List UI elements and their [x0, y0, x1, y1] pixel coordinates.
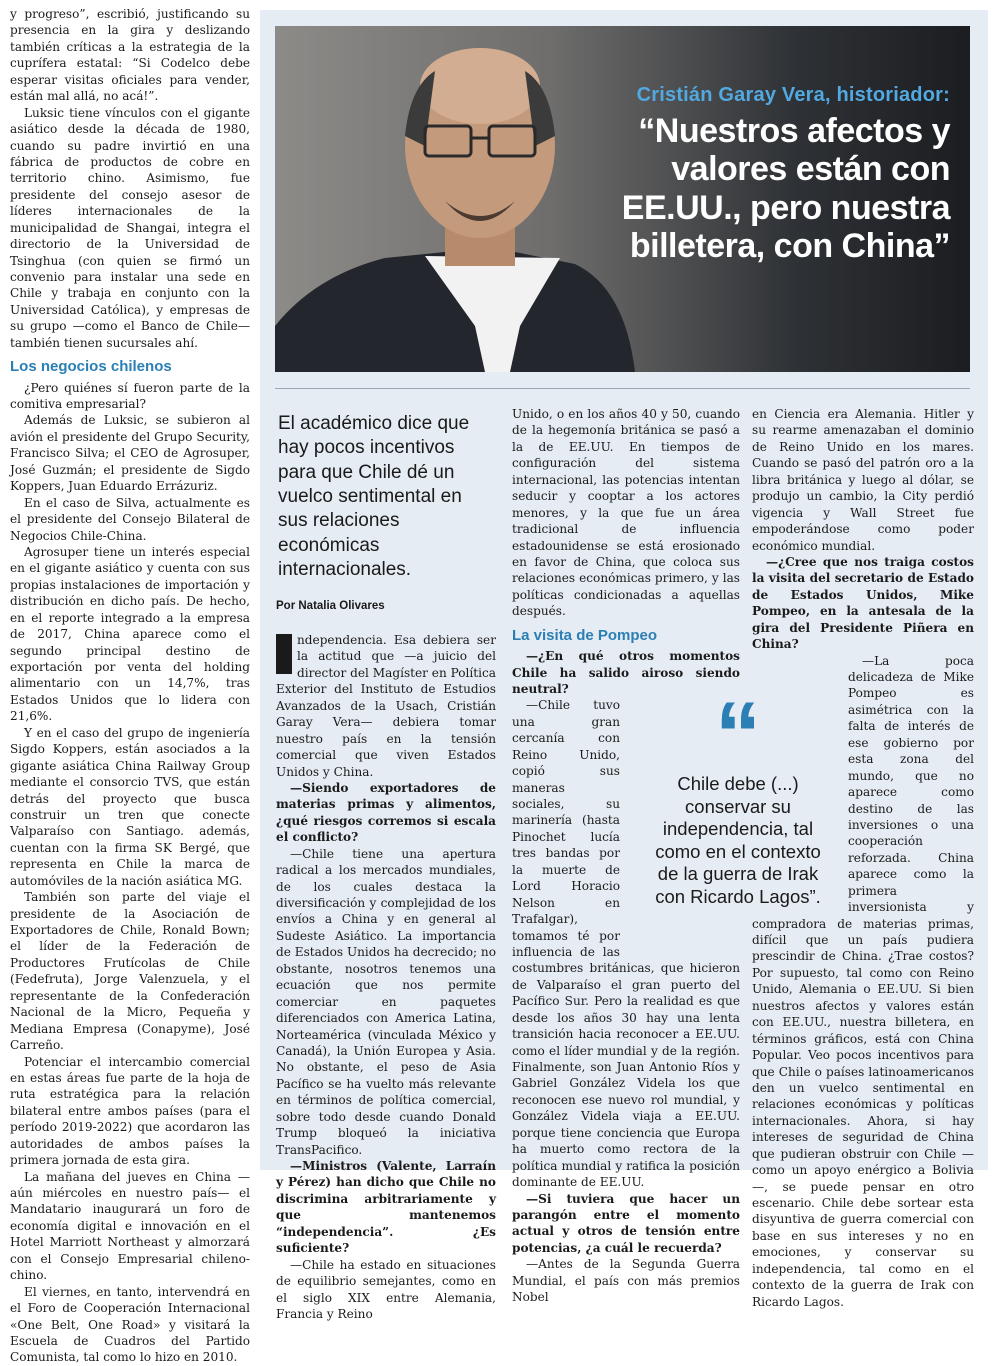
drop-cap-i [276, 634, 292, 674]
question: —Siendo exportadores de materias primas y alimentos, ¿qué riesgos corremos si escala el conflicto? [276, 780, 496, 845]
paragraph: ¿Pero quiénes sí fueron parte de la comitiva empresarial? [10, 380, 250, 412]
paragraph: También son parte del viaje el presidente de la Asociación de Exportadores de Chile, Ronald Bown; el líder de la Federación de Productores Frutícolas de Chile (Fedefruta), Jorge Valenzuela, y el representante de la Confederación Nacional de la Micro, Pequeña y Mediana Empresa (Conapyme), José Carreño. [10, 890, 250, 1053]
answer: —Chile ha estado en situaciones de equilibrio semejantes, como en el siglo XIX entre Alemania, Francia y Reino [276, 1257, 496, 1321]
byline: Por Natalia Olivares [276, 600, 385, 612]
paragraph: y progreso”, escribió, justificando su presencia en la gira y deslizando también críticas a la estrategia de la cuprífera estatal: “Si Codelco debe esperar visitas oficiales para vender, están mal allá, no acá!”. [10, 7, 250, 104]
paragraph: El viernes, en tanto, intervendrá en el Foro de Cooperación Internacional «One Belt, One Road» y visitará la Escuela de Cuadros del Partido Comunista, tal como lo hizo en 2010. [10, 1284, 250, 1365]
section-heading: La visita de Pompeo [512, 626, 658, 644]
opening-text: ndependencia. Esa debiera ser la actitud que —a juicio del director del Magíster en Política Exterior del Instituto de Estudios Avanzados de la Usach, Cristián Garay Vera— debiera tomar nuestro país en la tensión comercial que viven Estados Unidos y China. [276, 633, 496, 779]
question: —Ministros (Valente, Larraín y Pérez) han dicho que Chile no discrimina arbitrariamente y que mantenemos “independencia”. ¿Es suficiente? [276, 1159, 496, 1256]
paragraph: Potenciar el intercambio comercial en estas áreas fue parte de la hoja de ruta estratégica para la relación bilateral entre ambos países (para el período 2019-2022) que acordaron las autoridades de ambos países la primera jornada de esta gira. [10, 1054, 250, 1168]
divider [275, 388, 970, 389]
interview-lede: El académico dice que hay pocos incentivos para que Chile dé un vuelco sentimental en sus relaciones económicas internacionales. [278, 413, 470, 580]
section-heading: Los negocios chilenos [10, 358, 172, 376]
paragraph: Y en el caso del grupo de ingeniería Sigdo Koppers, están asociados a la gigante asiática China Railway Group mediante el consorcio TVS, que están detrás del proyecto que busca construir un tren que conecte Valparaíso con Santiago. además, cuentan con la firma SK Bergé, que representa en Chile la marca de automóviles de la nación asiática MG. [10, 725, 250, 888]
answer: —Chile tuvo una gran cercanía con Reino Unido, copió sus maneras sociales, su marinería (hasta Pinochet lucía tres bandas por la muerte de Lord Horacio Nelson en Trafalgar), tomamos té por influencia de las costumbres británicas, que hicieron de Valparaíso el gran puerto del Pacífico Sur. Pero la realidad es que desde los años 30 hay una lenta transición hacia reconocer a EE.UU. como el líder mundial y de la región. Finalmente, son Juan Antonio Ríos y Gabriel González Videla los que reconocen ese nuevo rol mundial, y González Videla viaja a EE.UU. porque tiene conciencia que Europa ha muerto como rectora de la política mundial y ratifica la posición dominante de EE.UU. [512, 698, 740, 1190]
interview-column-1 [276, 632, 496, 1322]
answer: —La poca delicadeza de Mike Pompeo es asimétrica con la falta de interés de ese gobierno por esta zona del mundo, que no aparece como destino de las inversiones o una cooperación reforzada. China aparece como la primera inversionista y compradora de materias primas, difícil que un país pudiera prescindir de China. ¿Trae costos? Por supuesto, tal como con Reino Unido, Alemania o EE.UU. Si bien nuestros afectos y valores están con EE.UU., nuestra billetera, en términos gráficos, está con China Popular. Veo pocos incentivos para que Chile o países latinoamericanos den un vuelco sentimental en relaciones económicas y políticas internacionales. Ahora, si hay intereses de seguridad de China que pudieran obstruir con Chile —como un apoyo enérgico a Bolivia—, se puede pensar en otro escenario. Chile debe sortear esta disyuntiva de guerra comercial con base en sus intereses y no en emociones, y conservar su independencia, tal como en el contexto de la guerra de Irak con Ricardo Lagos. [752, 653, 974, 1309]
interview-kicker: Cristián Garay Vera, historiador: [636, 84, 950, 106]
portrait-photo [275, 26, 970, 372]
answer: en Ciencia era Alemania. Hitler y su rearme amenazaban el dominio de Reino Unido en los mares. Cuando se pasó del patrón oro a la libra británica y luego al dólar, se produjo un cambio, la City perdió vigencia y Wall Street fue empoderándose como poder económico mundial. [752, 407, 974, 553]
paragraph: En el caso de Silva, actualmente es el presidente del Consejo Bilateral de Negocios Chile-China. [10, 495, 250, 543]
question: —¿En qué otros momentos Chile ha salido airoso siendo neutral? [512, 649, 740, 696]
pullquote [638, 684, 838, 908]
question: —¿Cree que nos traiga costos la visita del secretario de Estado de Estados Unidos, Mike Pompeo, en la antesala de la gira del Presidente Piñera en China? [752, 554, 974, 652]
question: —Si tuviera que hacer un parangón entre el momento actual y otros de tensión entre potencias, ¿a cuál le recuerda? [512, 1191, 740, 1255]
answer: —Antes de la Segunda Guerra Mundial, el país con más premios Nobel [512, 1257, 740, 1305]
quote-mark-icon: “ [715, 684, 761, 786]
interview-headline: “Nuestros afectos y valores están con EE.UU., pero nuestra billetera, con China” [621, 112, 950, 266]
paragraph: Agrosuper tiene un interés especial en el gigante asiático y cuenta con sus propias instalaciones de importación y distribución en dicho país. De hecho, en el reporte integrado a la empresa de 2017, China aparece como el segundo principal destino de exportación por venta del holding alimentario con un 14,7%, tras Estados Unidos que lo lidera con 21,6%. [10, 544, 250, 724]
paragraph: La mañana del jueves en China —aún miércoles en nuestro país— el Mandatario inaugurará un foro de economía digital e innovación en el Hotel Marriott Northeast y almorzará con el Consejo Empresarial chileno-chino. [10, 1169, 250, 1283]
answer: —Chile tiene una apertura radical a los mercados mundiales, de los cuales destaca la diversificación y complejidad de los envíos a China y en general al Sudeste Asiático. La importancia de Estados Unidos ha decrecido; no obstante, nosotros tenemos una ecuación que nos permite comerciar en paquetes diferenciados con America Latina, Norteamérica (vinculada México y Canadá), la Unión Europea y Asia. No obstante, el peso de Asia Pacífico se ha vuelto más relevante en términos de política comercial, sobre todo desde cuando Donald Trump bloqueó la iniciativa TransPacifico. [276, 846, 496, 1157]
pullquote-text: Chile debe (...) conservar su independencia, tal como en el contexto de la guerra de Irak con Ricardo Lagos”. [655, 773, 821, 907]
answer: Unido, o en los años 40 y 50, cuando de la hegemonía británica se pasó a la de EE.UU. En tiempos de configuración del sistema internacional, las potencias intentan seducir y cooptar a los actores menores, y la que fue un área tradicional de influencia estadounidense se está erosionado en favor de China, que coloca sus relaciones económicas primero, y las políticas condicionadas a aquellas después. [512, 407, 740, 619]
paragraph: Luksic tiene vínculos con el gigante asiático desde la década de 1980, cuando su padre invirtió en una fábrica de productos de cobre en territorio chino. Asimismo, fue presidente del consejo asesor de líderes internacionales de la municipalidad de Shangai, integra el directorio de la Universidad de Tsinghua (con quien se firmó un convenio para instalar una sede en Chile y trabaja en conjunto con la Universidad Católica), y empresas de su grupo —como el Banco de Chile— también tienen sucursales ahí. [10, 105, 250, 350]
left-news-column [10, 6, 250, 1366]
paragraph: Además de Luksic, se subieron al avión el presidente del Grupo Security, Francisco Silva; el CEO de Agrosuper, José Guzmán; el presidente de Sigdo Koppers, Juan Eduardo Errázuriz. [10, 413, 250, 494]
opening-paragraph [276, 632, 496, 780]
